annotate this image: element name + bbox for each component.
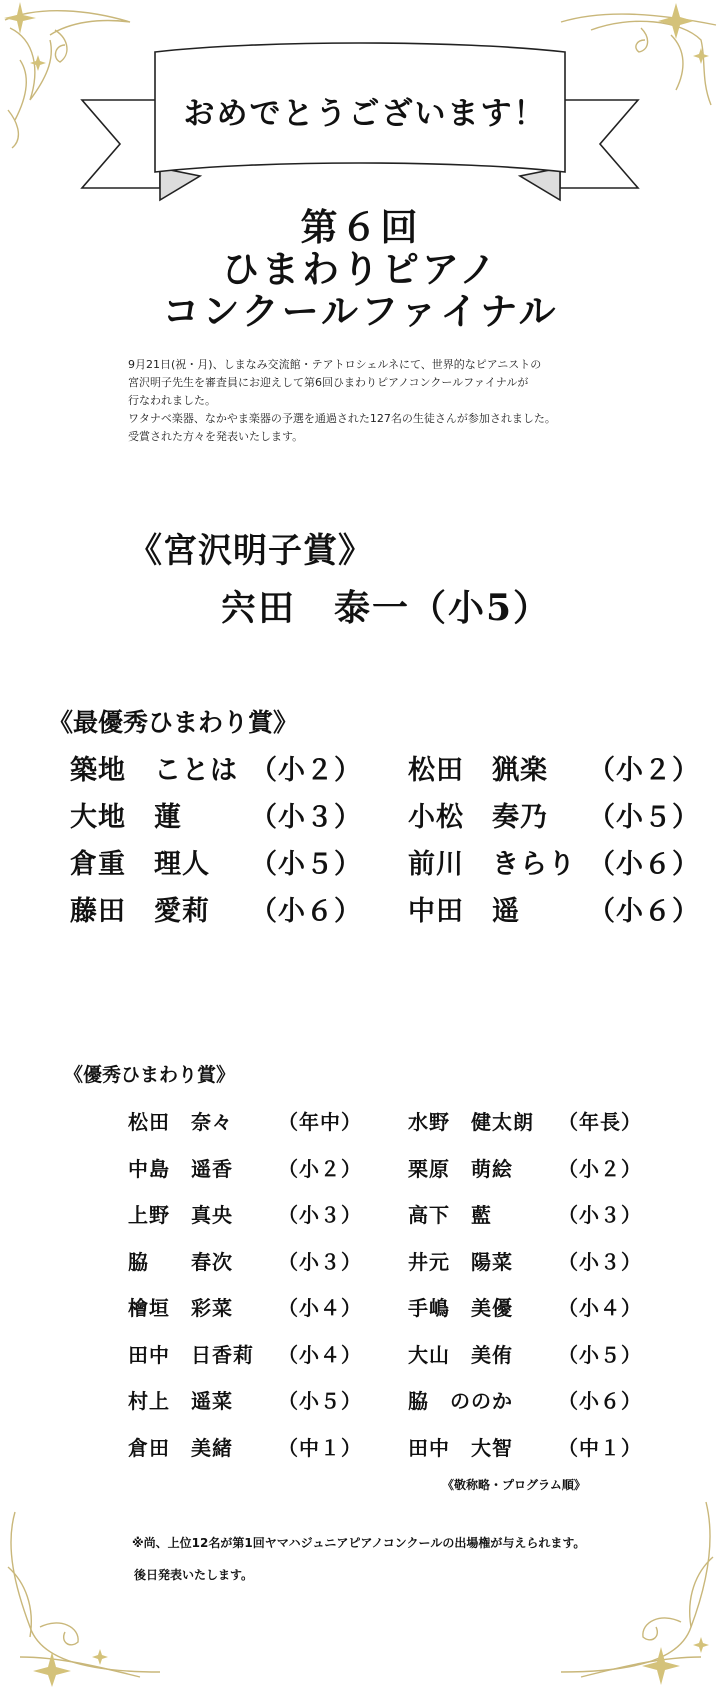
star-icon bbox=[642, 1647, 680, 1685]
winner-grade: （小６） bbox=[588, 896, 700, 927]
intro-line: 宮沢明子先生を審査員にお迎えして第6回ひまわりピアノコンクールファイナルが bbox=[128, 376, 529, 389]
winner-name: 大地 蓮 bbox=[70, 802, 182, 833]
winner-name: 高下 藍 bbox=[408, 1203, 492, 1227]
star-icon bbox=[4, 2, 36, 34]
award-row bbox=[70, 842, 362, 881]
intro-paragraph bbox=[128, 356, 648, 446]
winner-grade: （小４） bbox=[278, 1296, 362, 1320]
intro-line: ワタナベ楽器、なかやま楽器の予選を通過された127名の生徒さんが参加されました。 bbox=[128, 412, 556, 425]
winner-name: 松田 猟楽 bbox=[408, 755, 548, 786]
event-title-line2: ひまわりピアノ bbox=[221, 248, 500, 291]
award-row bbox=[408, 795, 700, 834]
award-row bbox=[408, 842, 700, 881]
award-row bbox=[408, 1199, 642, 1228]
event-title-line1: 第６回 bbox=[300, 206, 421, 249]
winner-grade: （小３） bbox=[250, 802, 362, 833]
winner-name: 倉田 美緒 bbox=[128, 1436, 233, 1460]
award-row bbox=[408, 1106, 642, 1135]
winner-name: 村上 遥菜 bbox=[128, 1389, 233, 1413]
winner-grade: （小２） bbox=[588, 755, 700, 786]
winner-name: 倉重 理人 bbox=[70, 849, 210, 880]
winner-name: 井元 陽菜 bbox=[408, 1250, 513, 1274]
top-award-title: 《最優秀ひまわり賞》 bbox=[48, 708, 299, 737]
winner-name: 檜垣 彩菜 bbox=[128, 1296, 233, 1320]
award-row bbox=[70, 889, 362, 928]
winner-grade: （小６） bbox=[250, 896, 362, 927]
award-row bbox=[408, 1339, 642, 1368]
award-row bbox=[128, 1153, 362, 1182]
winner-name: 田中 大智 bbox=[408, 1436, 513, 1460]
award-row bbox=[128, 1246, 362, 1275]
award-row bbox=[408, 1432, 642, 1461]
winner-name: 栗原 萌絵 bbox=[408, 1157, 513, 1181]
award-row bbox=[70, 795, 362, 834]
award-row bbox=[128, 1106, 362, 1135]
winner-grade: （小２） bbox=[558, 1157, 642, 1181]
award-row bbox=[70, 748, 362, 787]
bottom-right-ornament bbox=[541, 1497, 721, 1687]
winner-grade: （小５） bbox=[250, 849, 362, 880]
winner-name: 脇 ののか bbox=[408, 1389, 513, 1413]
award-row bbox=[408, 748, 700, 787]
winner-grade: （年長） bbox=[558, 1110, 642, 1134]
winner-name: 手嶋 美優 bbox=[408, 1296, 513, 1320]
award-row bbox=[128, 1339, 362, 1368]
winner-grade: （中１） bbox=[278, 1436, 362, 1460]
award-row bbox=[128, 1432, 362, 1461]
winner-name: 小松 奏乃 bbox=[408, 802, 548, 833]
winner-name: 中島 遥香 bbox=[128, 1157, 233, 1181]
winner-grade: （小４） bbox=[278, 1343, 362, 1367]
star-icon bbox=[693, 48, 709, 64]
excellent-award-title: 《優秀ひまわり賞》 bbox=[64, 1064, 236, 1086]
winner-name: 前川 きらり bbox=[408, 849, 576, 880]
winner-name: 大山 美侑 bbox=[408, 1343, 513, 1367]
winner-grade: （小５） bbox=[588, 802, 700, 833]
grand-prize-title: 《宮沢明子賞》 bbox=[128, 531, 373, 571]
intro-line: 9月21日(祝・月)、しまなみ交流館・テアトロシェルネにて、世界的なピアニストの bbox=[128, 358, 542, 371]
event-title-line3: コンクールファイナル bbox=[162, 290, 559, 333]
winner-grade: （中１） bbox=[558, 1436, 642, 1460]
winner-name: 築地 ことは bbox=[70, 755, 238, 786]
congratulations-banner-text: おめでとうございます！ bbox=[183, 96, 547, 132]
winner-name: 藤田 愛莉 bbox=[70, 896, 210, 927]
grand-prize-winner: 宍田 泰一（小5） bbox=[220, 587, 552, 629]
winner-grade: （小６） bbox=[558, 1389, 642, 1413]
winner-grade: （小３） bbox=[558, 1203, 642, 1227]
footnote-line: 後日発表いたします。 bbox=[134, 1568, 254, 1582]
intro-line: 受賞された方々を発表いたします。 bbox=[128, 430, 304, 443]
winner-grade: （小３） bbox=[278, 1250, 362, 1274]
winner-name: 田中 日香莉 bbox=[128, 1343, 254, 1367]
award-row bbox=[408, 1385, 642, 1414]
footnote-line: ※尚、上位12名が第1回ヤマハジュニアピアノコンクールの出場権が与えられます。 bbox=[132, 1536, 586, 1550]
honorifics-note: 《敬称略・プログラム順》 bbox=[442, 1478, 586, 1492]
intro-line: 行なわれました。 bbox=[128, 394, 216, 407]
winner-grade: （小４） bbox=[558, 1296, 642, 1320]
winner-name: 中田 遥 bbox=[408, 896, 520, 927]
winner-name: 脇 春次 bbox=[128, 1250, 233, 1274]
award-row bbox=[408, 889, 700, 928]
star-icon bbox=[30, 55, 46, 71]
award-row bbox=[408, 1153, 642, 1182]
winner-grade: （年中） bbox=[278, 1110, 362, 1134]
winner-grade: （小５） bbox=[558, 1343, 642, 1367]
award-row bbox=[128, 1199, 362, 1228]
winner-grade: （小６） bbox=[588, 849, 700, 880]
award-row bbox=[128, 1385, 362, 1414]
star-icon bbox=[92, 1649, 108, 1665]
winner-name: 水野 健太朗 bbox=[408, 1110, 534, 1134]
winner-grade: （小３） bbox=[558, 1250, 642, 1274]
winner-name: 上野 真央 bbox=[128, 1203, 233, 1227]
winner-name: 松田 奈々 bbox=[128, 1110, 233, 1134]
winner-grade: （小３） bbox=[278, 1203, 362, 1227]
winner-grade: （小２） bbox=[278, 1157, 362, 1181]
winner-grade: （小５） bbox=[278, 1389, 362, 1413]
award-row bbox=[408, 1292, 642, 1321]
award-row bbox=[408, 1246, 642, 1275]
winner-grade: （小２） bbox=[250, 755, 362, 786]
star-icon bbox=[693, 1637, 709, 1653]
award-row bbox=[128, 1292, 362, 1321]
star-icon bbox=[658, 3, 694, 39]
